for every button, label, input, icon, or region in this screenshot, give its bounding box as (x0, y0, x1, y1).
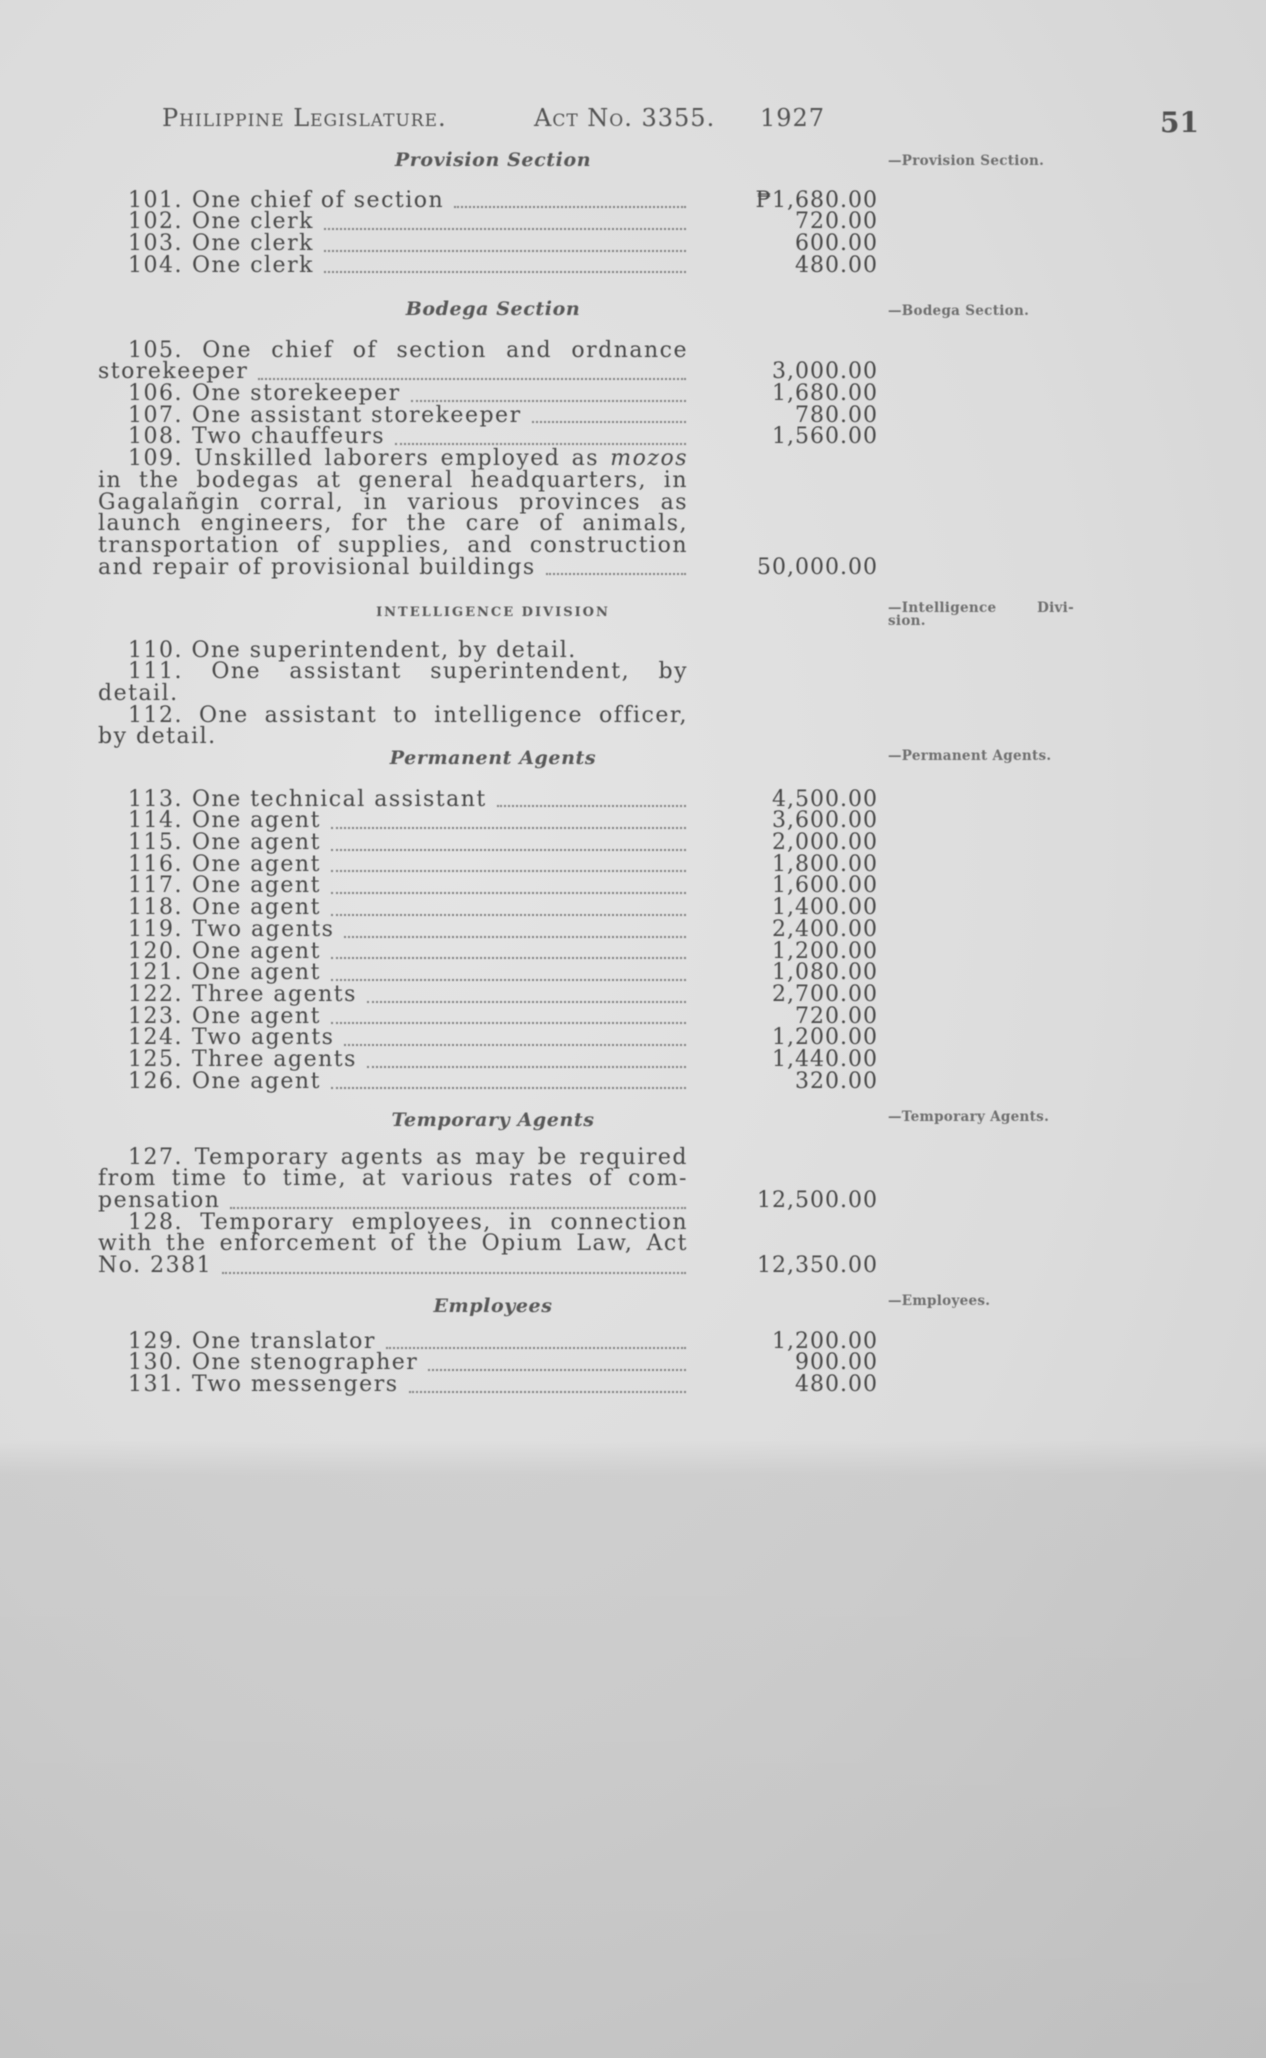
item-emphasis: mozos (610, 446, 688, 472)
item-label: One clerk (191, 252, 314, 278)
item-text (98, 962, 688, 984)
item-label: One translator (191, 1328, 376, 1354)
item-line: from time to time, at various rates of com- (98, 1166, 688, 1192)
item-number: 125. (128, 1046, 183, 1072)
dot-leader (331, 1022, 686, 1024)
item-label: One clerk (191, 231, 314, 257)
line-item (0, 1233, 1266, 1255)
item-label: One stenographer (191, 1350, 419, 1376)
line-item (0, 875, 1266, 897)
section-heading: Temporary Agents (391, 1109, 595, 1131)
item-text (98, 233, 688, 255)
item-text (98, 786, 688, 812)
intelligence-division (0, 602, 1266, 748)
item-text (98, 554, 688, 580)
item-label: One assistant storekeeper (191, 402, 522, 428)
item-amount: 480.00 (795, 1372, 878, 1398)
line-item (0, 448, 1266, 470)
item-text (98, 211, 688, 233)
line-item (0, 1328, 1266, 1354)
line-item (0, 962, 1266, 984)
item-label: Two messengers (191, 1372, 399, 1398)
item-amount: 480.00 (795, 252, 878, 278)
line-item (0, 897, 1266, 919)
line-item (0, 1027, 1266, 1049)
dot-leader (331, 849, 686, 851)
item-label: One agent (191, 1003, 321, 1029)
item-text (98, 832, 688, 854)
item-list (0, 187, 1266, 278)
item-amount: 600.00 (795, 231, 878, 257)
item-text (98, 810, 688, 832)
item-label: One agent (191, 873, 321, 899)
item-amount: 1,560.00 (772, 424, 878, 450)
item-text (98, 1328, 688, 1354)
item-text (98, 448, 688, 470)
item-text (98, 897, 688, 919)
item-amount: 12,500.00 (757, 1188, 878, 1214)
margin-note-line: sion. (888, 613, 926, 629)
item-list (0, 637, 1266, 750)
item-label: One technical assistant (191, 786, 487, 812)
item-text (98, 1068, 688, 1094)
item-text (98, 726, 688, 748)
item-label: Three agents (191, 1046, 357, 1072)
line-item (0, 1144, 1266, 1170)
line-item (0, 426, 1266, 448)
item-text (98, 938, 688, 964)
item-label: Two agents (191, 1025, 335, 1051)
section-heading: Bodega Section (405, 298, 581, 320)
line-item (0, 1374, 1266, 1396)
item-text (98, 337, 688, 363)
item-text (98, 1046, 688, 1072)
item-amount: 3,000.00 (772, 359, 878, 385)
item-text (98, 383, 688, 405)
line-item (0, 810, 1266, 832)
item-text (98, 683, 688, 705)
line-item (0, 1168, 1266, 1190)
line-item (0, 467, 1266, 493)
line-item (0, 513, 1266, 535)
line-item (0, 554, 1266, 580)
item-number: 108. (128, 424, 183, 450)
item-number: 110. (128, 637, 183, 663)
line-item (0, 786, 1266, 812)
line-item (0, 916, 1266, 942)
dot-leader (532, 421, 686, 423)
item-label: One clerk (191, 209, 314, 235)
item-label: Two agents (191, 916, 335, 942)
section-heading: Employees (433, 1295, 553, 1317)
item-text (98, 532, 688, 558)
item-number: 131. (128, 1372, 183, 1398)
item-number: 103. (128, 231, 183, 257)
item-label: One agent (191, 830, 321, 856)
dot-leader (230, 1207, 686, 1209)
item-label: One agent (191, 1068, 321, 1094)
dot-leader (428, 1369, 686, 1371)
dot-leader (222, 1272, 686, 1274)
item-amount: 720.00 (795, 1003, 878, 1029)
item-text (98, 1255, 688, 1277)
item-number: 117. (128, 873, 183, 899)
line-item (0, 851, 1266, 877)
line-item (0, 233, 1266, 255)
item-list (0, 1144, 1266, 1279)
line-item (0, 683, 1266, 705)
section-heading: Provision Section (394, 149, 592, 171)
item-number: 121. (128, 960, 183, 986)
dot-leader (386, 1347, 686, 1349)
line-item (0, 383, 1266, 405)
item-text (98, 252, 688, 278)
line-item (0, 702, 1266, 728)
item-text (98, 187, 688, 213)
dot-leader (411, 400, 686, 402)
item-number: 104. (128, 252, 183, 278)
item-amount: 1,400.00 (772, 895, 878, 921)
item-text (98, 1233, 688, 1255)
item-amount: 12,350.00 (757, 1253, 878, 1279)
item-number: 129. (128, 1328, 183, 1354)
item-text (98, 1027, 688, 1049)
item-number: 109. (128, 446, 183, 472)
section-heading: INTELLIGENCE DIVISION (376, 605, 610, 620)
line-item (0, 981, 1266, 1007)
dot-leader (344, 936, 686, 938)
item-amount: 320.00 (795, 1068, 878, 1094)
dot-leader (331, 979, 686, 981)
line-item (0, 1190, 1266, 1212)
item-number: 102. (128, 209, 183, 235)
item-text (98, 361, 688, 383)
item-number: 123. (128, 1003, 183, 1029)
item-number: 119. (128, 916, 183, 942)
dot-leader (324, 228, 686, 230)
item-number: 116. (128, 851, 183, 877)
item-text (98, 702, 688, 728)
line-item (0, 1003, 1266, 1029)
item-number: 101. (128, 187, 183, 213)
item-line: detail. (98, 681, 179, 707)
item-number: 118. (128, 895, 183, 921)
item-list (0, 786, 1266, 1094)
item-label: One agent (191, 895, 321, 921)
dot-leader (454, 206, 686, 208)
item-number: 114. (128, 808, 183, 834)
item-line: in the bodegas at general headquarters, in (98, 467, 688, 493)
dot-leader (258, 378, 686, 380)
item-line: One assistant superintendent, by (211, 659, 688, 685)
line-item (0, 402, 1266, 428)
line-item (0, 489, 1266, 515)
line-item (0, 252, 1266, 278)
item-number: 115. (128, 830, 183, 856)
line-item (0, 938, 1266, 964)
item-number: 113. (128, 786, 183, 812)
line-item (0, 637, 1266, 663)
item-line: transportation of supplies, and construction (98, 532, 688, 558)
item-number: 107. (128, 402, 183, 428)
item-text (98, 916, 688, 942)
item-line: by detail. (98, 724, 217, 750)
item-line: Unskilled laborers employed as (194, 446, 600, 472)
margin-note: —Bodega Section. (888, 303, 1030, 319)
line-item (0, 1046, 1266, 1072)
item-number: 106. (128, 381, 183, 407)
item-amount: 1,200.00 (772, 1025, 878, 1051)
margin-note: —Provision Section. (888, 153, 1045, 169)
line-item (0, 337, 1266, 363)
item-amount: 2,400.00 (772, 916, 878, 942)
item-text (98, 1190, 688, 1212)
item-number: 126. (128, 1068, 183, 1094)
item-text (98, 402, 688, 428)
line-item (0, 1068, 1266, 1094)
line-item (0, 1352, 1266, 1374)
margin-note (888, 602, 1074, 628)
item-line: Temporary employees, in connection (200, 1209, 688, 1235)
item-line: One superintendent, by detail. (191, 637, 577, 663)
running-header-year: 1927 (760, 104, 826, 132)
dot-leader (331, 957, 686, 959)
item-number: 120. (128, 938, 183, 964)
item-line: and repair of provisional buildings (98, 554, 536, 580)
dot-leader (331, 870, 686, 872)
item-number: 124. (128, 1025, 183, 1051)
item-amount: 1,200.00 (772, 938, 878, 964)
item-amount: 2,700.00 (772, 981, 878, 1007)
item-text (98, 426, 688, 448)
item-text (98, 513, 688, 535)
item-number: 111. (128, 659, 183, 685)
item-amount: 50,000.00 (757, 554, 878, 580)
dot-leader (331, 827, 686, 829)
item-amount: 3,600.00 (772, 808, 878, 834)
item-number: 122. (128, 981, 183, 1007)
item-text (98, 467, 688, 493)
item-line: storekeeper (98, 359, 249, 385)
item-text (98, 1352, 688, 1374)
dot-leader (546, 573, 686, 575)
item-label: One agent (191, 851, 321, 877)
dot-leader (331, 892, 686, 894)
item-text (98, 1003, 688, 1029)
item-text (98, 489, 688, 515)
item-number: 112. (128, 702, 183, 728)
item-text (98, 1168, 688, 1190)
item-amount: 1,440.00 (772, 1046, 878, 1072)
running-header-title: Philippine Legislature. (162, 104, 447, 132)
item-line: No. 2381 (98, 1253, 213, 1279)
item-amount: 1,680.00 (772, 381, 878, 407)
item-label: One agent (191, 960, 321, 986)
item-amount: 1,600.00 (772, 873, 878, 899)
margin-note: —Temporary Agents. (888, 1109, 1050, 1125)
item-line: Temporary agents as may be required (194, 1144, 688, 1170)
running-header-act: Act No. 3355. (534, 104, 716, 132)
dot-leader (409, 1391, 686, 1393)
dot-leader (367, 1001, 686, 1003)
item-line: One assistant to intelligence officer, (198, 702, 688, 728)
item-number: 130. (128, 1350, 183, 1376)
item-amount: ₱1,680.00 (755, 187, 878, 213)
dot-leader (331, 1087, 686, 1089)
line-item (0, 1255, 1266, 1277)
temporary-agents-section (0, 1110, 1266, 1277)
line-item (0, 532, 1266, 558)
dot-leader (497, 805, 686, 807)
line-item (0, 187, 1266, 213)
item-amount: 1,800.00 (772, 851, 878, 877)
item-text (98, 1144, 688, 1170)
dot-leader (331, 914, 686, 916)
item-line: One chief of section and ordnance (202, 337, 688, 363)
line-item (0, 832, 1266, 854)
page-number: 51 (1160, 106, 1199, 139)
item-amount: 1,200.00 (772, 1328, 878, 1354)
item-label: One agent (191, 938, 321, 964)
item-amount: 1,080.00 (772, 960, 878, 986)
line-item (0, 361, 1266, 383)
item-text (98, 851, 688, 877)
item-line: Gagalañgin corral, in various provinces as (98, 489, 688, 515)
item-number: 105. (128, 337, 183, 363)
item-label: One storekeeper (191, 381, 401, 407)
dot-leader (324, 271, 686, 273)
line-item (0, 211, 1266, 233)
item-label: One chief of section (191, 187, 445, 213)
dot-leader (344, 1044, 686, 1046)
employees-section (0, 1293, 1266, 1398)
item-label: Three agents (191, 981, 357, 1007)
margin-note-line: —Intelligence Divi- (888, 600, 1074, 616)
item-amount: 780.00 (795, 402, 878, 428)
dot-leader (367, 1066, 686, 1068)
item-amount: 900.00 (795, 1350, 878, 1376)
item-number: 127. (128, 1144, 183, 1170)
item-line: with the enforcement of the Opium Law, Act (98, 1231, 688, 1257)
margin-note: —Employees. (888, 1293, 991, 1309)
line-item (0, 661, 1266, 683)
item-line: pensation (98, 1188, 221, 1214)
item-text (98, 875, 688, 897)
dot-leader (324, 250, 686, 252)
bodega-section (0, 299, 1266, 578)
provision-section (0, 150, 1266, 276)
item-list (0, 337, 1266, 580)
permanent-agents-section (0, 748, 1266, 1092)
item-amount: 4,500.00 (772, 786, 878, 812)
item-text (98, 637, 688, 663)
item-text (98, 1209, 688, 1235)
line-item (0, 1209, 1266, 1235)
line-item (0, 726, 1266, 748)
item-label: One agent (191, 808, 321, 834)
item-list (0, 1328, 1266, 1398)
item-text (98, 981, 688, 1007)
item-text (98, 1374, 688, 1396)
item-line: launch engineers, for the care of animals, (98, 511, 688, 537)
item-label: Two chauffeurs (191, 424, 385, 450)
item-amount: 720.00 (795, 209, 878, 235)
item-amount: 2,000.00 (772, 830, 878, 856)
item-text (98, 661, 688, 683)
item-number: 128. (128, 1209, 183, 1235)
margin-note: —Permanent Agents. (888, 748, 1052, 764)
section-heading: Permanent Agents (389, 747, 597, 769)
dot-leader (395, 443, 686, 445)
